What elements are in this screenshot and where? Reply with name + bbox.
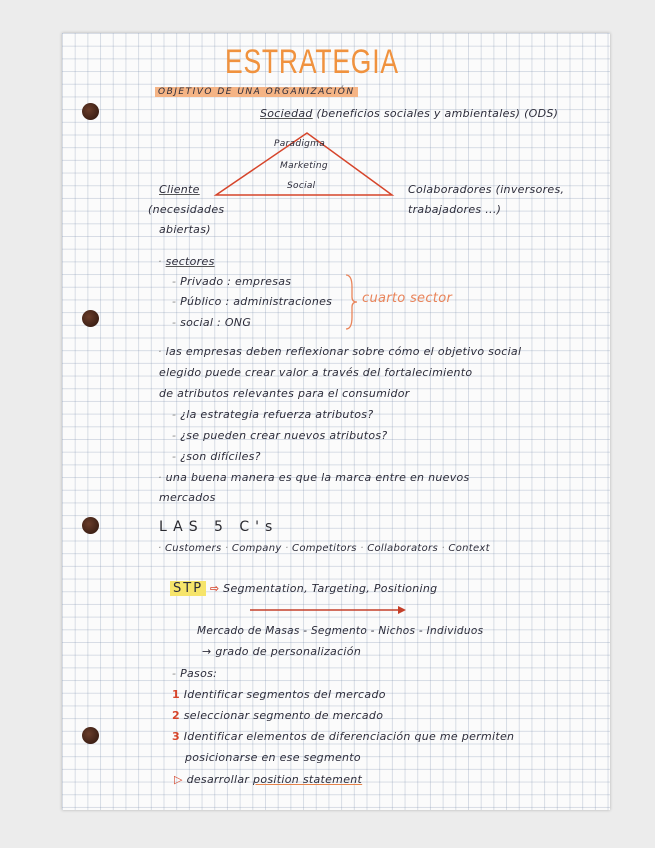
binder-hole: [82, 727, 99, 744]
stp-scale-note: → grado de personalización: [202, 645, 362, 658]
binder-hole: [82, 103, 99, 120]
sectors-brace: [342, 273, 358, 331]
triangle-top-label: Sociedad: [260, 107, 313, 120]
step-2: 2 seleccionar segmento de mercado: [172, 709, 384, 722]
sector-item-3: - social : ONG: [172, 316, 252, 329]
notebook-page: [62, 33, 610, 810]
binder-hole: [82, 517, 99, 534]
stp-label: STP: [170, 581, 206, 596]
sector-item-2: - Público : administraciones: [172, 295, 333, 308]
triangle-center-1: Paradigma: [274, 139, 326, 149]
note-line-3: de atributos relevantes para el consumidor: [159, 387, 410, 400]
stp-scale: Mercado de Masas - Segmento - Nichos - Individuos: [197, 625, 484, 637]
triangle-arrow-icon: ▷: [174, 773, 183, 786]
objective-heading: [155, 87, 358, 97]
stp-line: [170, 581, 437, 596]
triangle-left-label: Cliente: [159, 183, 200, 196]
note-line-8: mercados: [159, 491, 216, 504]
sectors-brace-label: cuarto sector: [362, 291, 453, 306]
note-line-7: · una buena manera es que la marca entre en nuevos: [158, 471, 470, 484]
triangle-left-note-1: (necesidades: [148, 203, 225, 216]
note-question-2: - ¿se pueden crear nuevos atributos?: [172, 429, 388, 442]
stp-description: Segmentation, Targeting, Positioning: [223, 582, 438, 595]
step-3-cont: posicionarse en ese segmento: [185, 751, 361, 764]
triangle-left-note-2: abiertas): [159, 223, 211, 236]
step-1: 1 Identificar segmentos del mercado: [172, 688, 386, 701]
page-title: ESTRATEGIA: [225, 43, 399, 81]
note-line-1: · las empresas deben reflexionar sobre cómo el objetivo social: [158, 345, 522, 358]
five-cs-heading: LAS 5 C's: [159, 519, 279, 535]
five-cs-list: · Customers · Company · Competitors · Collaborators · Context: [158, 543, 490, 554]
note-question-3: - ¿son difíciles?: [172, 450, 261, 463]
final-step: ▷ desarrollar position statement: [174, 773, 363, 786]
triangle-right-2: trabajadores ...): [408, 203, 502, 216]
triangle-top-note: (beneficios sociales y ambientales) (ODS): [316, 107, 559, 120]
triangle-top-line: [260, 107, 558, 120]
triangle-center-2: Marketing: [280, 161, 328, 171]
step-3: 3 Identificar elementos de diferenciación que me permiten: [172, 730, 515, 743]
steps-label: - Pasos:: [172, 667, 218, 680]
position-statement: position statement: [253, 773, 363, 786]
triangle-right-1: Colaboradores (inversores,: [408, 183, 565, 196]
binder-hole: [82, 310, 99, 327]
sector-item-1: - Privado : empresas: [172, 275, 292, 288]
note-question-1: - ¿la estrategia refuerza atributos?: [172, 408, 374, 421]
note-line-2: elegido puede crear valor a través del fortalecimiento: [159, 366, 473, 379]
triangle-center-3: Social: [287, 181, 316, 191]
objective-highlight: OBJETIVO DE UNA ORGANIZACIÓN: [155, 87, 358, 97]
arrow-icon: ⇨: [209, 582, 220, 595]
stp-arrow: [248, 605, 408, 615]
sectors-label: · sectores: [158, 255, 215, 268]
